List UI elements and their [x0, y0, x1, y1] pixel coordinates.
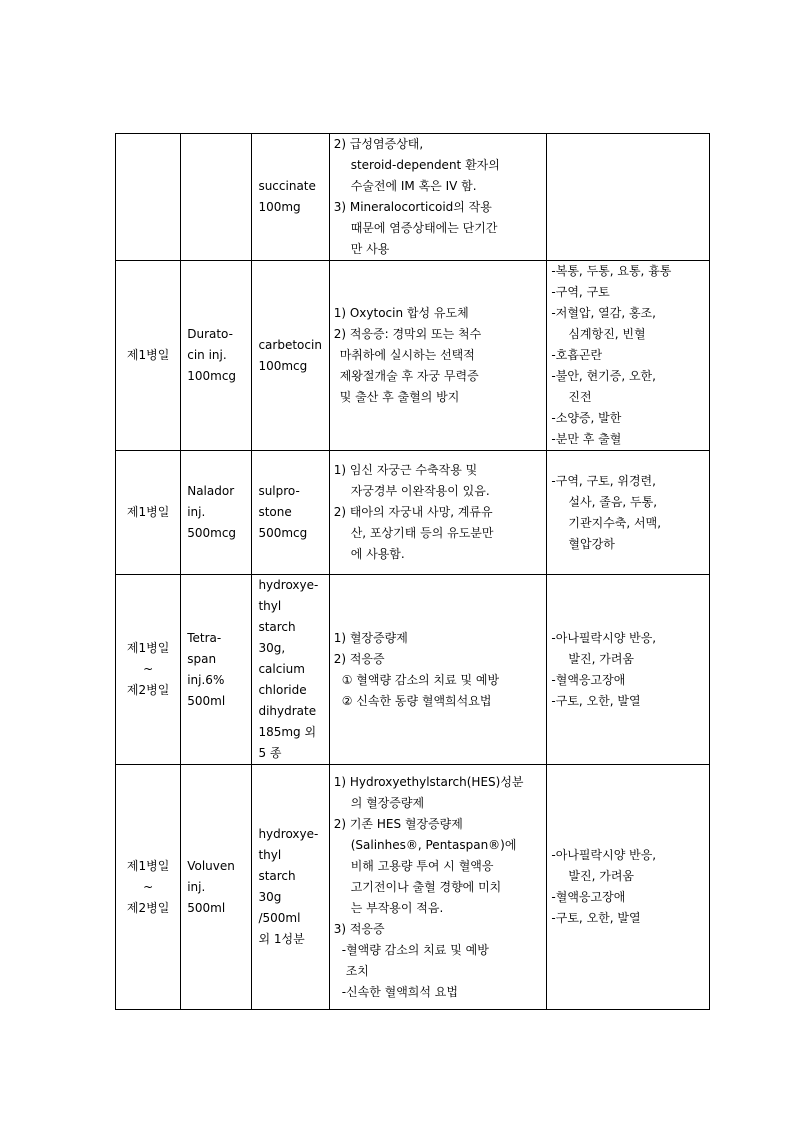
- product-name-cell-line: inj.: [187, 505, 206, 519]
- product-name-cell-line: Nalador: [187, 484, 235, 498]
- drug-table: [115, 133, 710, 1010]
- indication-cell-line: 만 사용: [350, 242, 390, 256]
- side-effects-cell: [547, 575, 710, 765]
- indication-cell-line: (Salinhes®, Pentaspan®)에: [350, 837, 517, 852]
- indication-cell-line: 2) 태아의 자궁내 사망, 계류유: [333, 505, 493, 519]
- indication-cell-line: 및 출산 후 출혈의 방지: [339, 390, 460, 404]
- ingredient-cell-line: 185mg 외: [258, 725, 317, 739]
- indication-cell-line: 때문에 염증상태에는 단기간: [350, 221, 498, 235]
- product-name-cell: [181, 451, 252, 575]
- indication-cell-line: 2) 급성염증상태,: [333, 137, 424, 151]
- indication-cell-line: steroid-dependent 환자의: [350, 158, 500, 172]
- indication-cell-line: -신속한 혈액희석 요법: [341, 984, 458, 999]
- indication-cell-line: 3) 적응증: [333, 921, 385, 936]
- indication-cell-line: ② 신속한 동량 혈액희석요법: [341, 693, 492, 708]
- product-name-cell-line: inj.: [187, 879, 206, 894]
- day-cell-line: ~: [143, 662, 154, 676]
- ingredient-cell-line: chloride: [258, 683, 307, 697]
- product-name-cell: [181, 261, 252, 451]
- side-effects-cell-line: 혈압강하: [568, 536, 615, 551]
- product-name-cell-line: span: [187, 651, 217, 666]
- indication-cell-line: 1) Oxytocin 합성 유도체: [333, 306, 469, 320]
- side-effects-cell-line: 기관지수축, 서맥,: [568, 515, 662, 530]
- product-name-cell-line: Tetra-: [187, 630, 222, 645]
- side-effects-cell-line: -혈액응고장애: [551, 672, 626, 687]
- side-effects-cell-line: 진전: [568, 390, 592, 404]
- indication-cell-line: -혈액량 감소의 치료 및 예방: [341, 942, 489, 957]
- side-effects-cell-line: -호흡곤란: [551, 348, 603, 362]
- indication-cell-line: 수술전에 IM 혹은 IV 함.: [350, 179, 477, 193]
- ingredient-cell-line: succinate: [258, 179, 316, 193]
- day-cell: [116, 451, 181, 575]
- side-effects-cell-line: -혈액응고장애: [551, 890, 626, 904]
- ingredient-cell-line: carbetocin: [258, 337, 322, 352]
- day-cell: [116, 261, 181, 451]
- indication-cell-line: 1) 임신 자궁근 수축작용 및: [333, 463, 478, 477]
- day-cell-line: 제1병일: [126, 858, 170, 873]
- ingredient-cell: [252, 134, 329, 261]
- side-effects-cell-line: -분만 후 출혈: [551, 432, 622, 446]
- ingredient-cell-line: 100mcg: [258, 358, 308, 373]
- table-row: [116, 134, 710, 261]
- side-effects-cell-line: -구역, 구토, 위경련,: [551, 473, 656, 488]
- product-name-cell: [181, 765, 252, 1010]
- side-effects-cell-line: -저혈압, 열감, 홍조,: [551, 306, 656, 320]
- product-name-cell-line: 500ml: [187, 900, 226, 915]
- ingredient-cell: [252, 261, 329, 451]
- ingredient-cell-line: 외 1성분: [258, 932, 305, 946]
- day-cell: [116, 134, 181, 261]
- indication-cell: [329, 765, 547, 1010]
- indication-cell-line: 조치: [345, 963, 369, 978]
- side-effects-cell-line: -아나필락시양 반응,: [551, 848, 657, 862]
- ingredient-cell-line: /500ml: [258, 911, 301, 925]
- day-cell-line: 제1병일: [126, 348, 170, 362]
- indication-cell-line: 산, 포상기태 등의 유도분만: [350, 526, 494, 540]
- indication-cell-line: 3) Mineralocorticoid의 작용: [333, 200, 492, 214]
- day-cell-line: 제2병일: [126, 683, 170, 697]
- side-effects-cell-line: 심계항진, 빈혈: [568, 327, 646, 341]
- ingredient-cell-line: starch: [258, 869, 296, 883]
- ingredient-cell-line: 30g,: [258, 641, 286, 655]
- ingredient-cell: [252, 765, 329, 1010]
- indication-cell-line: 2) 기존 HES 혈장증량제: [333, 816, 463, 831]
- side-effects-cell-line: -구토, 오한, 발열: [551, 911, 641, 925]
- side-effects-cell-line: 설사, 졸음, 두통,: [568, 494, 658, 509]
- side-effects-cell-line: -불안, 현기증, 오한,: [551, 369, 656, 383]
- ingredient-cell-line: dihydrate: [258, 704, 317, 718]
- ingredient-cell: [252, 575, 329, 765]
- day-cell: [116, 575, 181, 765]
- table-row: [116, 451, 710, 575]
- side-effects-cell-line: -구역, 구토: [551, 285, 610, 299]
- ingredient-cell-line: 100mg: [258, 200, 301, 214]
- product-name-cell-line: 100mcg: [187, 369, 237, 383]
- product-name-cell-line: 500ml: [187, 693, 226, 708]
- indication-cell-line: 1) Hydroxyethylstarch(HES)성분: [333, 774, 524, 789]
- indication-cell: [329, 575, 547, 765]
- indication-cell-line: 의 혈장증량제: [350, 795, 425, 810]
- table-row: [116, 575, 710, 765]
- indication-cell-line: 는 부작용이 적음.: [350, 900, 444, 915]
- product-name-cell: [181, 575, 252, 765]
- indication-cell-line: 2) 적응증: 경막외 또는 척수: [333, 327, 482, 341]
- side-effects-cell-line: 발진, 가려움: [568, 869, 635, 883]
- drug-table-body: [116, 134, 710, 1010]
- product-name-cell-line: Durato-: [187, 327, 233, 341]
- ingredient-cell-line: hydroxye-: [258, 827, 319, 841]
- product-name-cell: [181, 134, 252, 261]
- side-effects-cell-line: -복통, 두통, 요통, 흉통: [551, 264, 672, 278]
- side-effects-cell: [547, 261, 710, 451]
- side-effects-cell-line: -소양증, 발한: [551, 411, 622, 425]
- side-effects-cell: [547, 765, 710, 1010]
- indication-cell-line: 비해 고용량 투여 시 혈액응: [350, 858, 494, 873]
- indication-cell: [329, 134, 547, 261]
- ingredient-cell-line: thyl: [258, 848, 282, 862]
- product-name-cell-line: Voluven: [187, 858, 235, 873]
- ingredient-cell-line: calcium: [258, 662, 305, 676]
- indication-cell-line: 2) 적응증: [333, 651, 385, 666]
- side-effects-cell-line: -아나필락시양 반응,: [551, 630, 657, 645]
- table-row: [116, 261, 710, 451]
- ingredient-cell-line: stone: [258, 505, 292, 519]
- ingredient-cell-line: hydroxye-: [258, 578, 319, 592]
- indication-cell-line: 에 사용함.: [350, 547, 405, 561]
- ingredient-cell-line: thyl: [258, 599, 282, 613]
- side-effects-cell: [547, 451, 710, 575]
- indication-cell-line: 1) 혈장증량제: [333, 630, 408, 645]
- indication-cell-line: ① 혈액량 감소의 치료 및 예방: [341, 672, 500, 687]
- product-name-cell-line: inj.6%: [187, 672, 225, 687]
- indication-cell-line: 자궁경부 이완작용이 있음.: [350, 484, 490, 498]
- ingredient-cell-line: sulpro-: [258, 484, 300, 498]
- indication-cell-line: 고기전이나 출혈 경향에 미치: [350, 879, 502, 894]
- day-cell-line: 제1병일: [126, 505, 170, 519]
- ingredient-cell-line: 30g: [258, 890, 282, 904]
- ingredient-cell-line: 500mcg: [258, 526, 308, 540]
- product-name-cell-line: 500mcg: [187, 526, 237, 540]
- side-effects-cell: [547, 134, 710, 261]
- ingredient-cell-line: 5 종: [258, 746, 282, 760]
- day-cell-line: 제2병일: [126, 900, 170, 915]
- day-cell: [116, 765, 181, 1010]
- day-cell-line: 제1병일: [126, 641, 170, 655]
- ingredient-cell-line: starch: [258, 620, 296, 634]
- side-effects-cell-line: -구토, 오한, 발열: [551, 693, 641, 708]
- ingredient-cell: [252, 451, 329, 575]
- indication-cell: [329, 451, 547, 575]
- indication-cell: [329, 261, 547, 451]
- day-cell-line: ~: [143, 879, 154, 894]
- indication-cell-line: 제왕절개술 후 자궁 무력증: [339, 369, 479, 383]
- product-name-cell-line: cin inj.: [187, 348, 227, 362]
- indication-cell-line: 마취하에 실시하는 선택적: [339, 348, 475, 362]
- table-row: [116, 765, 710, 1010]
- side-effects-cell-line: 발진, 가려움: [568, 651, 635, 666]
